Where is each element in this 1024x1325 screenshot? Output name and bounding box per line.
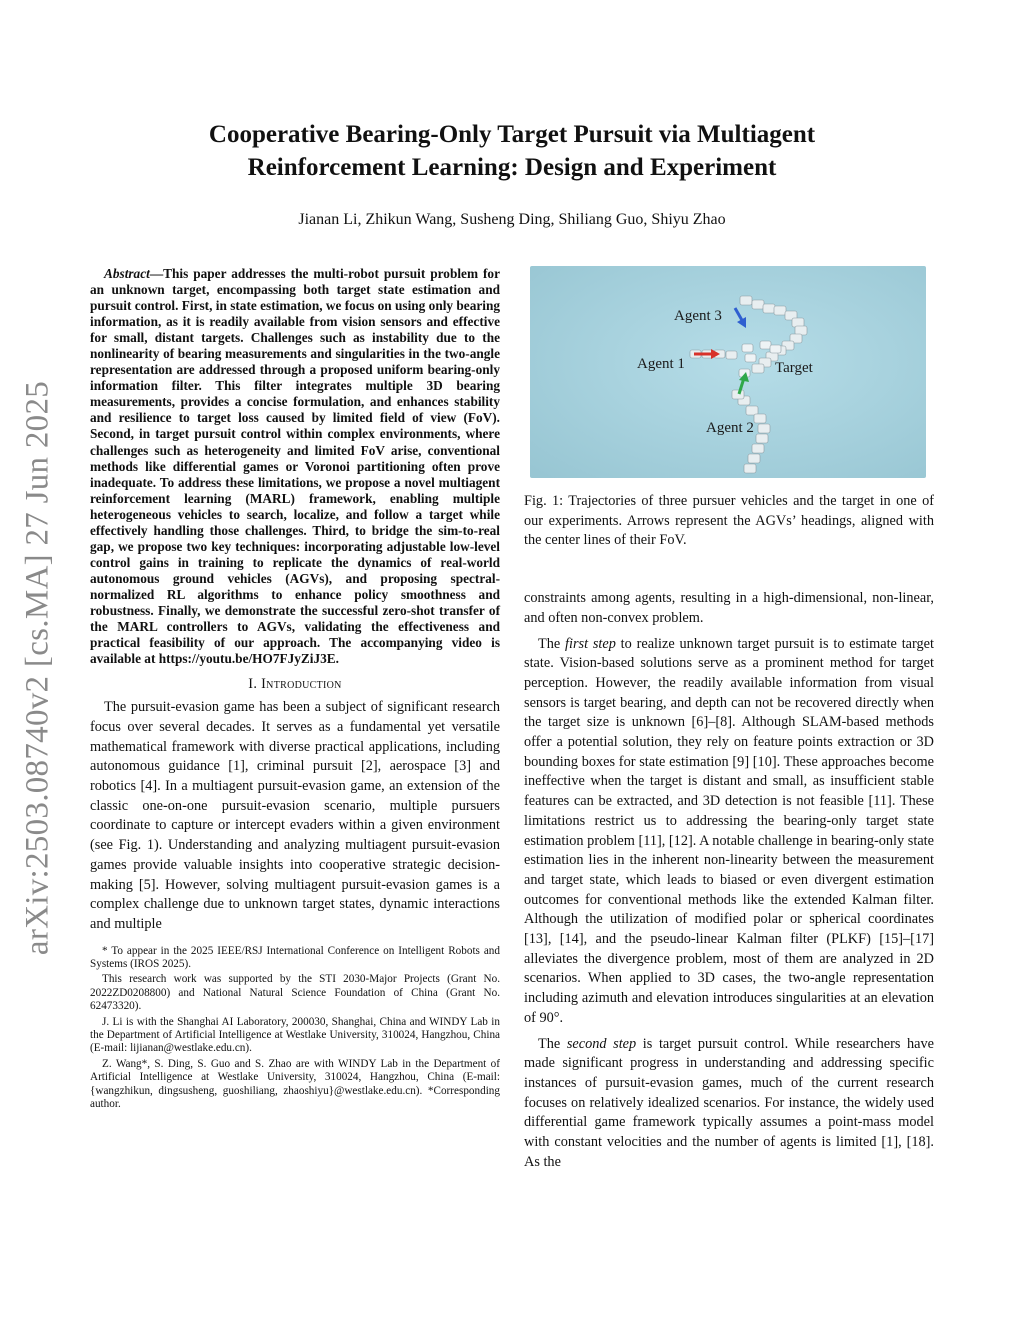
abstract-dash: — xyxy=(149,266,164,281)
right-paragraph-first-step xyxy=(524,635,934,1029)
right-paragraph-continuation: constraints among agents, resulting in a high-dimensional, non-linear, and often non-convex problem. xyxy=(524,590,934,626)
label-agent3: Agent 3 xyxy=(674,308,722,324)
section-number: I. xyxy=(248,676,258,693)
right-paragraph-second-step xyxy=(524,1035,934,1173)
right-column xyxy=(524,266,934,1173)
experiment-photo xyxy=(530,266,926,478)
text-run: is target pursuit control. While researchers have made significant progress in understanding and addressing specific instances of pursuit-evasion games, much of the current research focuses on relatively idealized scenarios. For instance, the widely used differential game framework typically assumes a point-mass model with constant velocities and the number of agents is limited [1], [18]. As the xyxy=(524,1035,934,1170)
footnote-3: J. Li is with the Shanghai AI Laboratory, 200030, Shanghai, China and WINDY Lab in the Department of Artificial Intelligence at Westlake University, 310024, Hangzhou, China (E-mail: lijianan@westlake.edu.cn). xyxy=(90,1015,500,1055)
label-agent1: Agent 1 xyxy=(637,356,685,372)
left-column xyxy=(90,266,500,1113)
paper-title xyxy=(90,118,934,184)
footnote-4: Z. Wang*, S. Ding, S. Guo and S. Zhao are with WINDY Lab in the Department of Artificial Intelligence at Westlake University, 310024, Hangzhou, China (E-mail: {wangzhikun, dingsusheng, guoshiliang, zhaoshiyu}@westlake.edu.cn). *Corresponding author. xyxy=(90,1057,500,1111)
floor-background xyxy=(530,266,926,478)
abstract xyxy=(90,266,500,667)
text-run: The xyxy=(538,1035,567,1052)
title-line-2: Reinforcement Learning: Design and Experiment xyxy=(247,154,777,181)
abstract-body: This paper addresses the multi-robot pursuit problem for an unknown target, encompassing both target state estimation and pursuit control. First, in state estimation, we focus on using only bearing information, as it is readily available from vision sensors and effective for small, distant targets. Challenges such as instability due to the nonlinearity of bearing measurements and singularities in the two-angle representation are addressed through a proposed uniform bearing-only information filter. This filter integrates multiple 3D bearing measurements, provides a concise formulation, and enhances stability and resilience to target loss caused by limited field of view (FoV). Second, in target pursuit control within complex environments, where challenges such as heterogeneity and limited FoV arise, conventional methods like differential games or Voronoi partitioning often prove inadequate. To address these limitations, we propose a novel multiagent reinforcement learning (MARL) framework, enabling multiple heterogeneous vehicles to search, localize, and follow a target while effectively handling those challenges. Third, to bridge the sim-to-real gap, we propose two key techniques: incorporating adjustable low-level control gains in training to replicate the dynamics of real-world autonomous ground vehicles (AGVs), and proposing spectral-normalized RL algorithms to enhance policy smoothness and robustness. Finally, we demonstrate the successful zero-shot transfer of the MARL controllers to AGVs, validating the effectiveness and practical feasibility of our approach. The accompanying video is available at https://youtu.be/HO7FJyZiJ3E. xyxy=(90,266,500,667)
figure-1-photo xyxy=(530,266,926,478)
arxiv-identifier: arXiv:2503.08740v2 [cs.MA] 27 Jun 2025 xyxy=(19,380,56,956)
emphasis-first-step: first step xyxy=(565,635,616,652)
section-heading-introduction xyxy=(90,676,500,693)
footnote-2: This research work was supported by the STI 2030-Major Projects (Grant No. 2022ZD0208800) and National Natural Science Foundation of China (Grant No. 62473320). xyxy=(90,973,500,1013)
label-target: Target xyxy=(775,360,813,376)
section-title: Introduction xyxy=(261,676,342,693)
label-agent2: Agent 2 xyxy=(706,420,754,436)
abstract-label: Abstract xyxy=(104,266,150,281)
intro-paragraph-1: The pursuit-evasion game has been a subject of significant research focus over several decades. It serves as a fundamental yet versatile mathematical framework with diverse practical applications, including autonomous guidance [1], criminal pursuit [2], aerospace [3] and robotics [4]. In a multiagent pursuit-evasion game, an extension of the classic one-on-one pursuit-evasion scenario, multiple pursuers coordinate to capture or intercept evaders within a given environment (see Fig. 1). Understanding and analyzing multiagent pursuit-evasion games provide valuable insights into cooperative strategic decision-making [5]. However, solving multiagent pursuit-evasion games is a complex challenge due to unknown target states, dynamic interactions and multiple xyxy=(90,699,500,932)
footnote-1: * To appear in the 2025 IEEE/RSJ International Conference on Intelligent Robots and Systems (IROS 2025). xyxy=(90,944,500,971)
footnote-spacer xyxy=(90,935,500,945)
text-run: to realize unknown target pursuit is to estimate target state. Vision-based solutions serve as a prominent method for target perception. However, the readily available information from visual sensors is target bearing, and depth can not be recovered directly when the target size is unknown [6]–[8]. Although SLAM-based methods offer a potential solution, they rely on feature points extraction or 3D bounding boxes for state estimation [9] [10]. These approaches become ineffective when the target is distant and small, as insufficient stable features can be extracted, and 3D detection is not feasible [11]. These limitations restrict us to addressing the bearing-only target state estimation problem [11], [12]. A notable challenge in bearing-only state estimation lies in the inherent non-linearity between the measurement and target state, which leads to biased or even divergent estimation outcomes for conventional methods like the extended Kalman filter. Although the utilization of modified polar or spherical coordinates [13], [14], and the pseudo-linear Kalman filter (PLKF) [15]–[17] alleviates the divergence problem, most of them are analyzed in 2D scenarios. When applied to 3D cases, the two-angle representation including azimuth and elevation introduces singularities at an elevation of 90°. xyxy=(524,635,934,1026)
figure-1-caption: Fig. 1: Trajectories of three pursuer vehicles and the target in one of our experiments. Arrows represent the AGVs’ headings, aligned with the center lines of their FoV. xyxy=(524,493,934,549)
text-run: The xyxy=(538,635,566,652)
title-line-1: Cooperative Bearing-Only Target Pursuit via Multiagent xyxy=(208,121,816,148)
emphasis-second-step: second step xyxy=(566,1035,637,1052)
column-spacer xyxy=(524,551,934,589)
author-list: Jianan Li, Zhikun Wang, Susheng Ding, Shiliang Guo, Shiyu Zhao xyxy=(298,211,726,228)
